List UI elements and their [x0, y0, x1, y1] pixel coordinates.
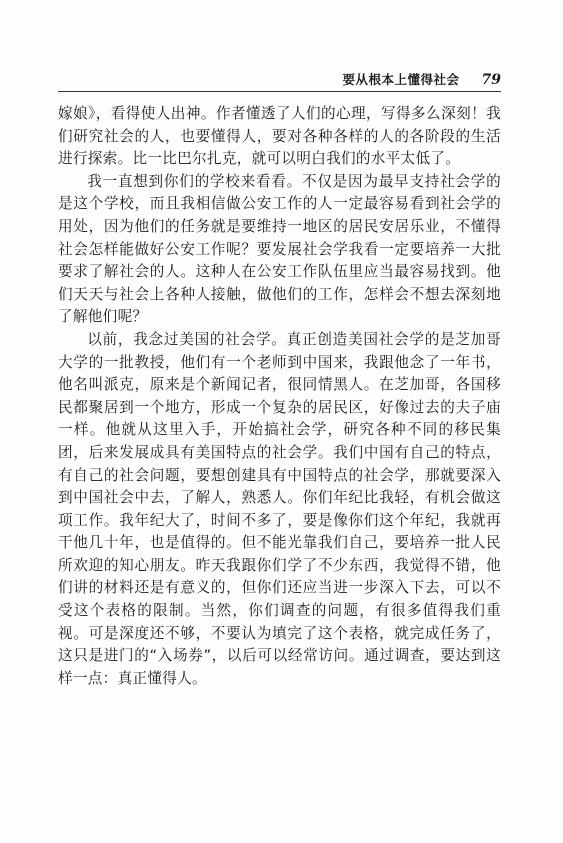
- paragraph: 以前，我念过美国的社会学。真正创造美国社会学的是芝加哥大学的一批教授，他们有一个老师到中国来，我跟他念了一年书，他名叫派克，原来是个新闻记者，很同情黑人。在芝加哥，各国移民都聚居到一个地方，形成一个复杂的居民区，好像过去的夫子庙一样。他就从这里入手，开始搞社会学，研究各种不同的移民集团，后来发展成具有美国特点的社会学。我们中国有自己的特点，有自己的社会问题，要想创建具有中国特点的社会学，那就要深入到中国社会中去，了解人，熟悉人。你们年纪比我轻，有机会做这项工作。我年纪大了，时间不多了，要是像你们这个年纪，我就再干他几十年，也是值得的。但不能光靠我们自己，要培养一批人民所欢迎的知心朋友。昨天我跟你们学了不少东西，我觉得不错，他们讲的材料还是有意义的，但你们还应当进一步深入下去，可以不受这个表格的限制。当然，你们调查的问题，有很多值得我们重视。可是深度还不够，不要认为填完了这个表格，就完成任务了，这只是进门的“入场券”，以后可以经常访问。通过调查，要达到这样一点：真正懂得人。: [58, 330, 501, 687]
- paragraph-continued: 嫁娘》，看得使人出神。作者懂透了人们的心理，写得多么深刻！我们研究社会的人，也要懂得人，要对各种各样的人的各阶段的生活进行探索。比一比巴尔扎克，就可以明白我们的水平太低了。: [58, 105, 501, 168]
- running-title: 要从根本上懂得社会: [342, 72, 460, 87]
- running-header: [58, 66, 501, 88]
- page-number: 79: [481, 72, 501, 88]
- header-rule: [58, 91, 501, 92]
- body-text: [58, 103, 501, 690]
- paragraph: 我一直想到你们的学校来看看。不仅是因为最早支持社会学的是这个学校，而且我相信做公安工作的人一定最容易看到社会学的用处，因为他们的任务就是要维持一地区的居民安居乐业，不懂得社会怎样能做好公安工作呢？要发展社会学我看一定要培养一大批要求了解社会的人。这种人在公安工作队伍里应当最容易找到。他们天天与社会上各种人接触，做他们的工作，怎样会不想去深刻地了解他们呢？: [58, 172, 501, 326]
